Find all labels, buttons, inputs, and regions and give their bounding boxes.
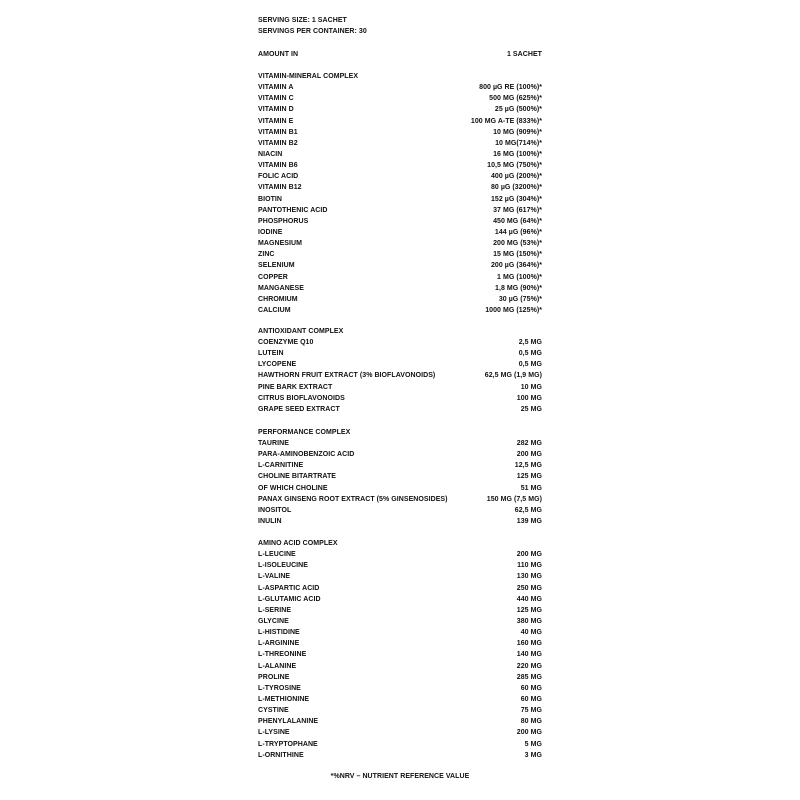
nutrient-amount: 130 MG xyxy=(516,573,542,581)
nutrient-name: HAWTHORN FRUIT EXTRACT (3% BIOFLAVONOIDS) xyxy=(258,372,436,380)
nutrient-amount: 200 MG (53%)* xyxy=(493,240,542,248)
nutrient-name: TAURINE xyxy=(258,440,289,447)
nutrient-amount: 380 MG xyxy=(516,617,542,625)
nutrient-name: LUTEIN xyxy=(258,350,284,358)
serving-size: SERVING SIZE: 1 SACHET xyxy=(258,17,347,24)
amount-unit: 1 SACHET xyxy=(506,51,542,58)
nutrient-amount: 37 MG (617%)* xyxy=(493,206,542,214)
nutrient-name: MAGNESIUM xyxy=(258,240,303,248)
nutrient-name: INOSITOL xyxy=(258,506,292,514)
nutrient-amount: 1 MG (100%)* xyxy=(497,273,542,281)
nutrient-amount: 0,5 MG xyxy=(518,361,542,369)
nutrient-amount: 220 MG xyxy=(516,662,542,670)
nutrient-amount: 140 MG xyxy=(516,651,542,659)
nutrient-name: CHROMIUM xyxy=(258,295,298,303)
nutrient-amount: 2,5 MG xyxy=(518,339,542,346)
nutrient-name: OF WHICH CHOLINE xyxy=(258,484,328,492)
nutrient-amount: 285 MG xyxy=(516,673,542,681)
nutrient-amount: 100 MG xyxy=(516,394,542,402)
nutrient-name: L-ALANINE xyxy=(258,662,297,670)
nutrient-amount: 80 µG (3200%)* xyxy=(490,184,542,192)
nutrient-name: CHOLINE BITARTRATE xyxy=(258,473,337,481)
nutrient-amount: 200 MG xyxy=(516,551,542,558)
nutrient-amount: 250 MG xyxy=(516,584,542,592)
nutrient-amount: 10 MG xyxy=(520,383,542,391)
nutrient-name: L-METHIONINE xyxy=(258,696,310,703)
nutrient-name: L-ASPARTIC ACID xyxy=(258,584,320,592)
nutrient-name: GLYCINE xyxy=(258,617,289,625)
nutrient-amount: 51 MG xyxy=(520,484,542,492)
nutrient-name: VITAMIN D xyxy=(258,106,294,114)
nutrient-name: VITAMIN B12 xyxy=(258,184,302,192)
nutrient-name: L-GLUTAMIC ACID xyxy=(258,595,321,603)
nutrient-amount: 25 MG xyxy=(520,405,542,413)
nutrient-name: VITAMIN A xyxy=(258,84,294,91)
nutrient-amount: 40 MG xyxy=(520,629,542,636)
section-title: ANTIOXIDANT COMPLEX xyxy=(258,328,344,335)
nutrient-name: L-CARNITINE xyxy=(258,462,304,470)
nutrient-amount: 5 MG xyxy=(524,740,542,748)
nutrient-name: L-ISOLEUCINE xyxy=(258,562,308,570)
nutrient-name: CITRUS BIOFLAVONOIDS xyxy=(258,394,345,402)
nutrient-amount: 440 MG xyxy=(516,595,542,603)
nutrient-amount: 100 MG A-TE (833%)* xyxy=(470,117,542,125)
nutrient-amount: 12,5 MG xyxy=(514,462,542,470)
nutrient-name: L-ARGININE xyxy=(258,640,300,648)
nutrient-amount: 1000 MG (125%)* xyxy=(485,307,542,314)
nutrient-amount: 144 µG (96%)* xyxy=(494,229,542,236)
nutrient-name: INULIN xyxy=(258,518,282,525)
nutrient-name: ZINC xyxy=(258,251,275,259)
nutrient-amount: 62,5 MG xyxy=(514,506,542,514)
nutrient-amount: 150 MG (7,5 MG) xyxy=(486,495,542,503)
nutrient-name: L-HISTIDINE xyxy=(258,629,300,636)
nutrient-amount: 400 µG (200%)* xyxy=(490,173,542,181)
nutrient-name: CYSTINE xyxy=(258,707,289,715)
nutrient-amount: 200 µG (364%)* xyxy=(490,262,542,270)
nutrient-name: L-THREONINE xyxy=(258,651,307,659)
nutrient-name: BIOTIN xyxy=(258,195,283,203)
nutrient-name: L-ORNITHINE xyxy=(258,751,304,759)
nutrient-amount: 75 MG xyxy=(520,707,542,715)
nutrient-amount: 200 MG xyxy=(516,451,542,459)
nutrient-name: GRAPE SEED EXTRACT xyxy=(258,405,340,413)
nutrient-name: VITAMIN B6 xyxy=(258,162,298,170)
nutrient-name: PANAX GINSENG ROOT EXTRACT (5% GINSENOSIDES) xyxy=(258,495,448,503)
nutrient-amount: 10 MG (909%)* xyxy=(493,128,542,136)
nutrient-amount: 800 µG RE (100%)* xyxy=(479,84,542,91)
nutrient-name: PANTOTHENIC ACID xyxy=(258,206,328,214)
nutrient-amount: 80 MG xyxy=(520,718,542,726)
nutrient-amount: 139 MG xyxy=(516,518,542,525)
section-title: PERFORMANCE COMPLEX xyxy=(258,429,351,436)
nutrient-amount: 450 MG (64%)* xyxy=(493,217,542,225)
nutrient-name: L-SERINE xyxy=(258,606,292,614)
nutrient-name: VITAMIN B1 xyxy=(258,128,298,136)
nutrient-name: CALCIUM xyxy=(258,307,291,314)
nutrient-name: SELENIUM xyxy=(258,262,295,270)
nutrient-name: VITAMIN B2 xyxy=(258,139,298,147)
nutrient-name: L-TYROSINE xyxy=(258,684,301,692)
nutrient-amount: 1,8 MG (90%)* xyxy=(495,284,542,292)
nutrient-name: VITAMIN E xyxy=(258,117,294,125)
nutrient-amount: 10 MG(714%)* xyxy=(495,139,542,147)
nutrient-name: MANGANESE xyxy=(258,284,304,292)
nutrient-name: IODINE xyxy=(258,229,283,236)
nutrient-name: COPPER xyxy=(258,273,288,281)
footnote: *%NRV – NUTRIENT REFERENCE VALUE xyxy=(330,773,470,780)
nutrient-name: VITAMIN C xyxy=(258,95,294,103)
nutrient-name: NIACIN xyxy=(258,150,283,158)
nutrient-amount: 282 MG xyxy=(516,440,542,447)
nutrient-name: L-LYSINE xyxy=(258,729,290,737)
nutrient-name: PINE BARK EXTRACT xyxy=(258,383,333,391)
nutrient-name: PROLINE xyxy=(258,673,290,681)
nutrient-name: L-LEUCINE xyxy=(258,551,296,558)
nutrient-name: PARA-AMINOBENZOIC ACID xyxy=(258,451,355,459)
nutrient-amount: 62,5 MG (1,9 MG) xyxy=(484,372,542,380)
nutrient-name: PHOSPHORUS xyxy=(258,217,309,225)
nutrient-amount: 25 µG (500%)* xyxy=(494,106,542,114)
nutrient-amount: 125 MG xyxy=(516,606,542,614)
section-title: VITAMIN-MINERAL COMPLEX xyxy=(258,73,359,80)
servings-per-container: SERVINGS PER CONTAINER: 30 xyxy=(258,28,367,35)
amount-label: AMOUNT IN xyxy=(258,51,299,58)
nutrient-amount: 10,5 MG (750%)* xyxy=(487,162,542,170)
nutrient-amount: 160 MG xyxy=(516,640,542,648)
nutrient-amount: 125 MG xyxy=(516,473,542,481)
nutrient-name: LYCOPENE xyxy=(258,361,297,369)
nutrient-name: L-VALINE xyxy=(258,573,291,581)
nutrient-amount: 152 µG (304%)* xyxy=(490,195,542,203)
nutrient-amount: 200 MG xyxy=(516,729,542,737)
nutrient-name: COENZYME Q10 xyxy=(258,339,314,346)
nutrient-amount: 0,5 MG xyxy=(518,350,542,358)
nutrient-amount: 60 MG xyxy=(520,696,542,703)
nutrient-name: L-TRYPTOPHANE xyxy=(258,740,318,748)
nutrient-name: FOLIC ACID xyxy=(258,173,299,181)
nutrient-amount: 110 MG xyxy=(517,562,542,570)
nutrient-amount: 30 µG (75%)* xyxy=(498,295,542,303)
nutrient-amount: 3 MG xyxy=(524,751,542,759)
nutrient-amount: 16 MG (100%)* xyxy=(493,150,542,158)
section-title: AMINO ACID COMPLEX xyxy=(258,540,338,547)
nutrient-name: PHENYLALANINE xyxy=(258,718,319,726)
nutrient-amount: 60 MG xyxy=(520,684,542,692)
nutrient-amount: 500 MG (625%)* xyxy=(489,95,542,103)
nutrient-amount: 15 MG (150%)* xyxy=(493,251,542,259)
